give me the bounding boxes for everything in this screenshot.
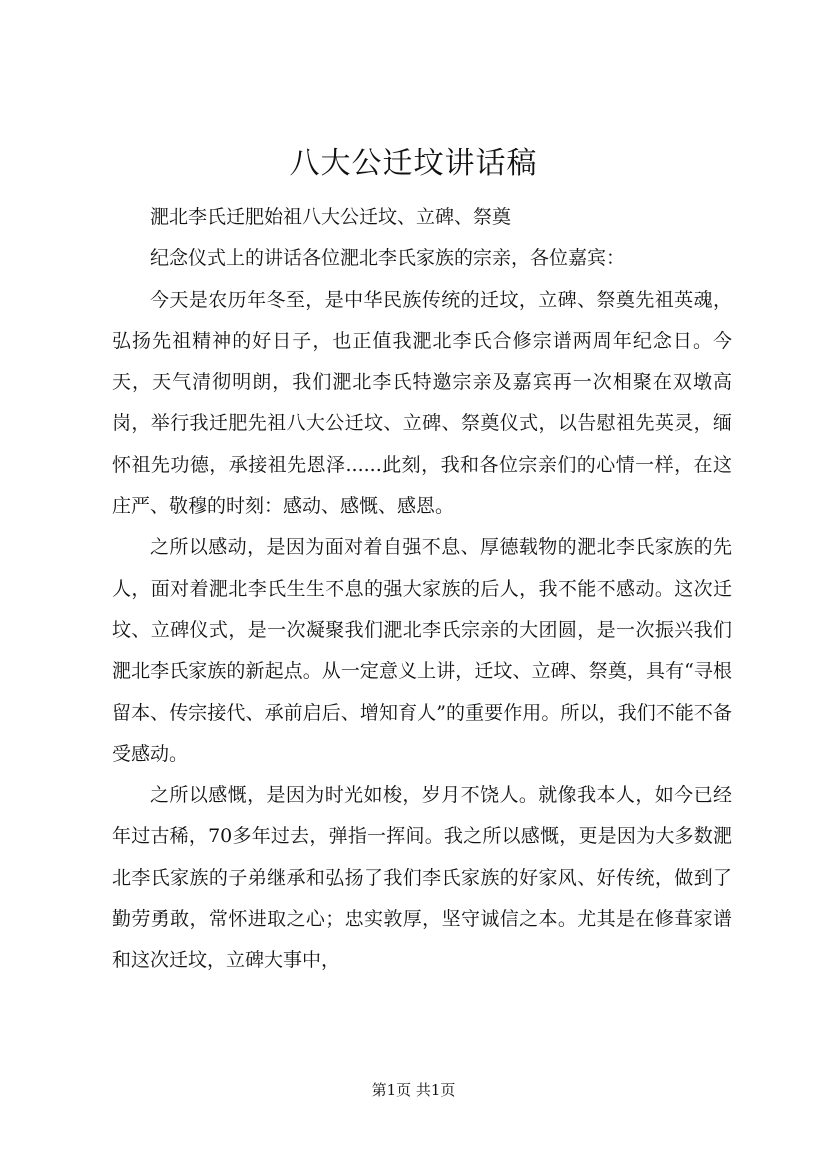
document-body xyxy=(112,197,732,982)
paragraph-opening: 今天是农历年冬至，是中华民族传统的迁坟，立碑、祭奠先祖英魂，弘扬先祖精神的好日子，也正值我淝北李氏合修宗谱两周年纪念日。今天，天气清彻明朗，我们淝北李氏特邀宗亲及嘉宾再一次相聚在双墩高岗，举行我迁肥先祖八大公迁坟、立碑、祭奠仪式，以告慰祖先英灵，缅怀祖先功德，承接祖先恩泽......此刻，我和各位宗亲们的心情一样，在这庄严、敬穆的时刻：感动、感慨、感恩。 xyxy=(112,288,732,518)
paragraph-moved: 之所以感动，是因为面对着自强不息、厚德载物的淝北李氏家族的先人，面对着淝北李氏生生不息的强大家族的后人，我不能不感动。这次迁坟、立碑仪式，是一次凝聚我们淝北李氏宗亲的大团圆，是一次振兴我们淝北李氏家族的新起点。从一定意义上讲，迁坟、立碑、祭奠，具有“寻根留本、传宗接代、承前启后、增知育人”的重要作用。所以，我们不能不备受感动。 xyxy=(112,536,732,765)
paragraph-subtitle-line-1: 淝北李氏迁肥始祖八大公迁坟、立碑、祭奠 xyxy=(150,206,512,228)
paragraph-reflection: 之所以感慨，是因为时光如梭，岁月不饶人。就像我本人，如今已经年过古稀，70多年过去，弹指一挥间。我之所以感慨，更是因为大多数淝北李氏家族的子弟继承和弘扬了我们李氏家族的好家风、好传统，做到了勤劳勇敢，常怀进取之心；忠实敦厚，坚守诚信之本。尤其是在修葺家谱和这次迁坟，立碑大事中， xyxy=(112,784,732,972)
document-title: 八大公迁坟讲话稿 xyxy=(289,146,538,181)
paragraph-subtitle-line-2: 纪念仪式上的讲话各位淝北李氏家族的宗亲，各位嘉宾： xyxy=(150,247,626,270)
page-footer: 第1页 共1页 xyxy=(371,1081,456,1099)
